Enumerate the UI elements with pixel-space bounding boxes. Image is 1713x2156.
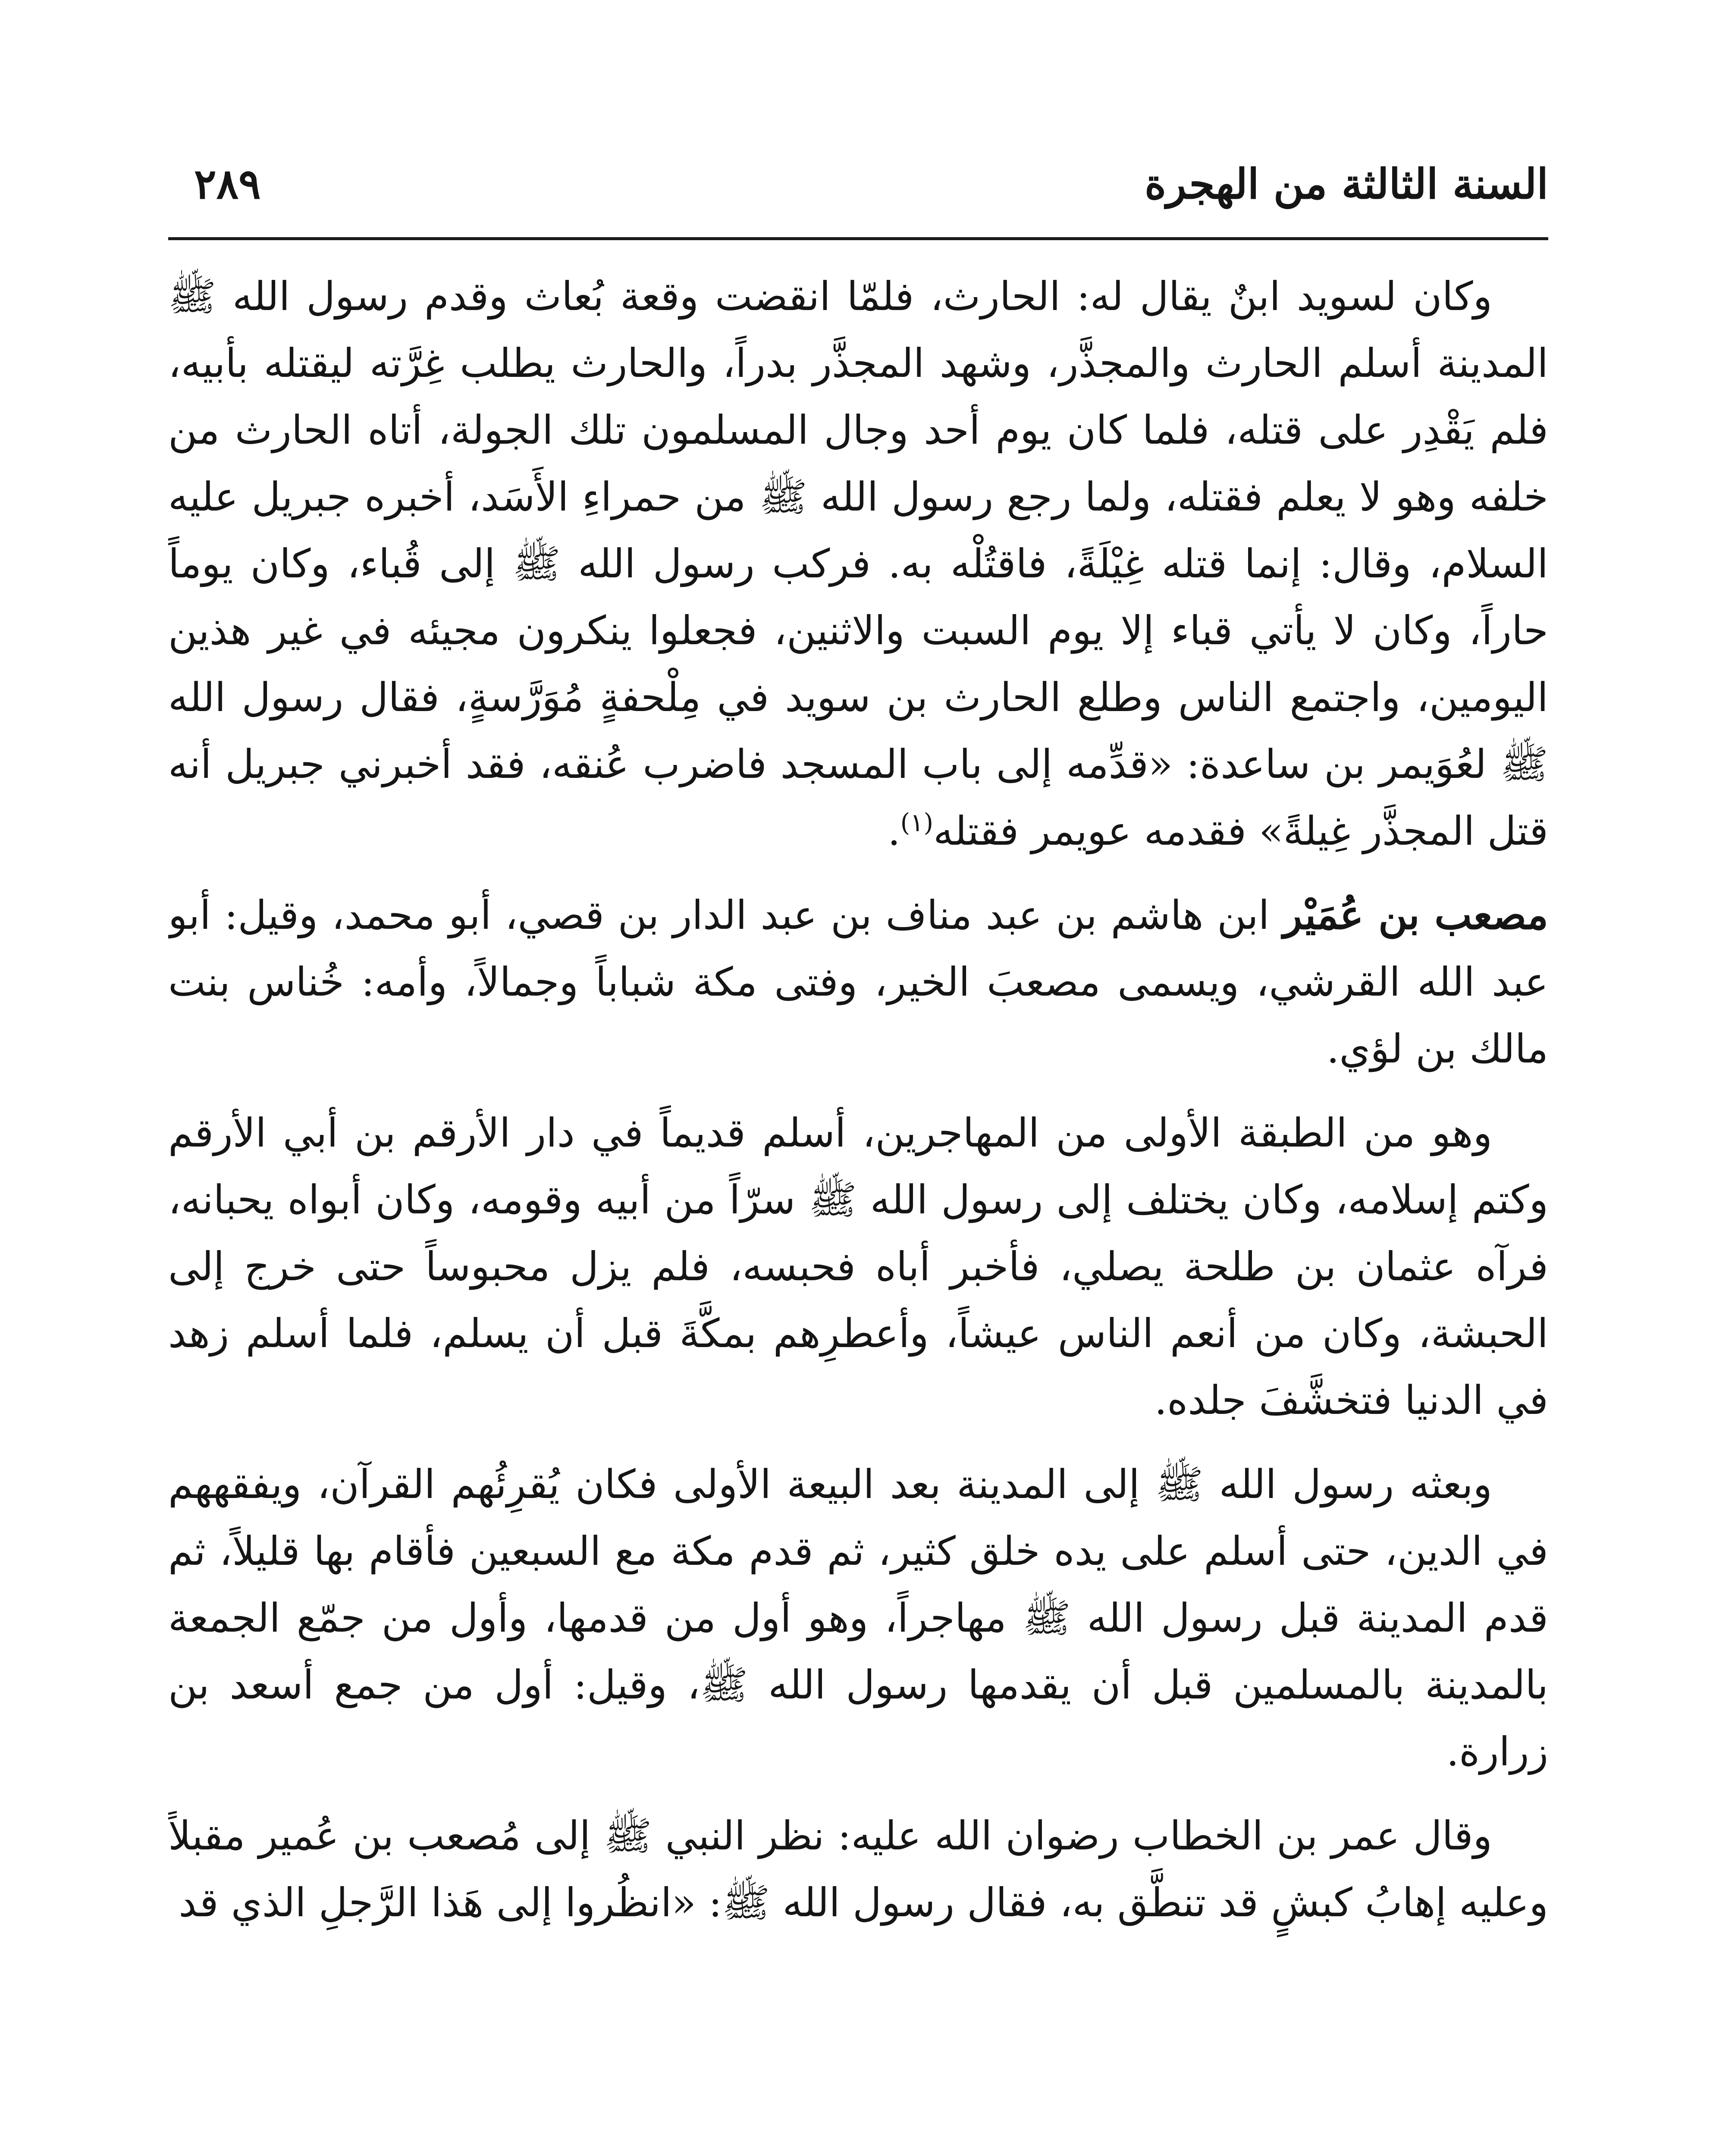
header-rule (168, 237, 1548, 240)
running-title: السنة الثالثة من الهجرة (1145, 160, 1548, 208)
footnote-marker: (١) (900, 808, 934, 837)
paragraph-musab-bio (168, 882, 1548, 1082)
paragraph-text: وكان لسويد ابنٌ يقال له: الحارث، فلمّا انقضت وقعة بُعاث وقدم رسول الله ﷺ المدينة أسلم الحارث والمجذَّر، وشهد المجذَّر بدراً، والحارث يطلب غِرَّته ليقتله بأبيه، فلم يَقْدِر على قتله، فلما كان يوم أحد وجال المسلمون تلك الجولة، أتاه الحارث من خلفه وهو لا يعلم فقتله، ولما رجع رسول الله ﷺ من حمراءِ الأَسَد، أخبره جبريل عليه السلام، وقال: إنما قتله غِيْلَةً، فاقتُلْه به. فركب رسول الله ﷺ إلى قُباء، وكان يوماً حاراً، وكان لا يأتي قباء إلا يوم السبت والاثنين، فجعلوا ينكرون مجيئه في غير هذين اليومين، واجتمع الناس وطلع الحارث بن سويد في مِلْحفةٍ مُوَرَّسةٍ، فقال رسول الله ﷺ لعُوَيمر بن ساعدة: «قدِّمه إلى باب المسجد فاضرب عُنقه، فقد أخبرني جبريل أنه قتل المجذَّر غِيلةً» فقدمه عويمر فقتله (168, 273, 1548, 854)
biography-heading: مصعب بن عُمَيْر (1283, 892, 1548, 938)
paragraph-early-islam: وهو من الطبقة الأولى من المهاجرين، أسلم قديماً في دار الأرقم بن أبي الأرقم وكتم إسلامه، وكان يختلف إلى رسول الله ﷺ سرّاً من أبيه وقومه، وكان أبواه يحبانه، فرآه عثمان بن طلحة يصلي، فأخبر أباه فحبسه، فلم يزل محبوساً حتى خرج إلى الحبشة، وكان من أنعم الناس عيشاً، وأعطرِهم بمكَّةَ قبل أن يسلم، فلما أسلم زهد في الدنيا فتخشَّفَ جلده. (168, 1110, 1548, 1423)
main-text (168, 263, 1548, 2117)
paragraph-end: . (888, 808, 900, 854)
page-header (168, 155, 1548, 241)
page-number: ٢٨٩ (194, 160, 261, 208)
paragraph-umar-narration: وقال عمر بن الخطاب رضوان الله عليه: نظر النبي ﷺ إلى مُصعب بن عُمير مقبلاً وعليه إهابُ كبشٍ قد تنطَّق به، فقال رسول الله ﷺ: «انظُروا إلى هَذا الرَّجلِ الذي قد (168, 1813, 1548, 1926)
paragraph-madinah: وبعثه رسول الله ﷺ إلى المدينة بعد البيعة الأولى فكان يُقرِئُهم القرآن، ويفقههم في الدين، حتى أسلم على يده خلق كثير، ثم قدم مكة مع السبعين فأقام بها قليلاً، ثم قدم المدينة قبل رسول الله ﷺ مهاجراً، وهو أول من قدمها، وأول من جمّع الجمعة بالمدينة بالمسلمين قبل أن يقدمها رسول الله ﷺ، وقيل: أول من جمع أسعد بن زرارة. (168, 1461, 1548, 1775)
paragraph-harith (168, 263, 1548, 865)
paragraph-text: ابن هاشم بن عبد مناف بن عبد الدار بن قصي، أبو محمد، وقيل: أبو عبد الله القرشي، ويسمى مصعبَ الخير، وفتى مكة شباباً وجمالاً، وأمه: خُناس بنت مالك بن لؤي. (168, 892, 1548, 1072)
